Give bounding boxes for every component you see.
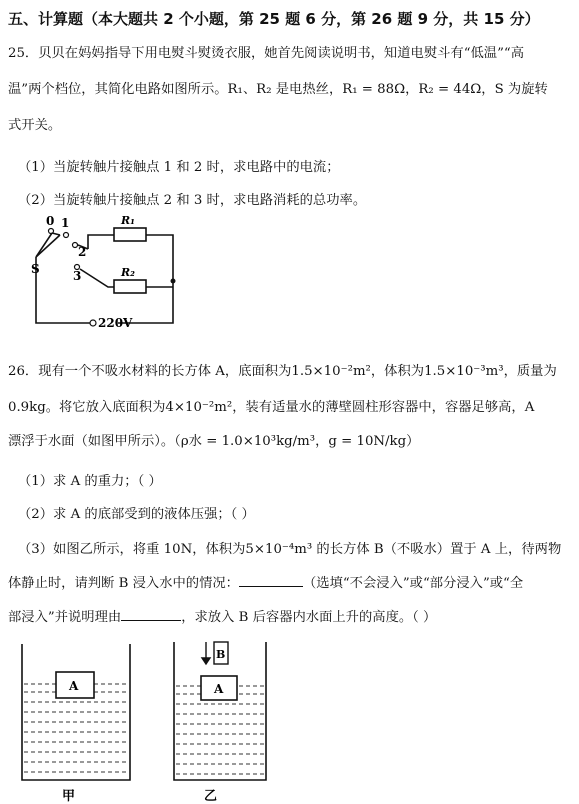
q25-text-line1: 25．贝贝在妈妈指导下用电熨斗熨烫衣服，她首先阅读说明书，知道电熨斗有“低温”“高 <box>8 46 524 61</box>
q26-subquestion-3-line1: （3）如图乙所示，将重 10N，体积为5×10⁻⁴m³ 的长方体 B（不吸水）置于 A 上，待两物 <box>18 542 562 557</box>
circuit-label-0: 0 <box>46 215 55 228</box>
q26-sub3-text-c: 部浸入”并说明理由 <box>8 610 122 625</box>
q25-subquestion-1: （1）当旋转触片接触点 1 和 2 时，求电路中的电流； <box>18 160 340 175</box>
q26-sub3-text-a: 体静止时，请判断 B 浸入水中的情况： <box>8 576 239 591</box>
answer-blank-2[interactable] <box>121 608 181 621</box>
circuit-label-r1: R₁ <box>121 215 135 227</box>
q26-sub3-text-b: （选填“不会浸入”或“部分浸入”或“全 <box>302 576 524 591</box>
figure-yi <box>166 636 276 802</box>
q25-text-line2: 温”两个档位，其简化电路如图所示。R₁、R₂ 是电热丝，R₁ = 88Ω，R₂ = 44Ω，S 为旋转 <box>8 82 548 97</box>
q25-subquestion-2: （2）当旋转触片接触点 2 和 3 时，求电路消耗的总功率。 <box>18 193 367 208</box>
circuit-diagram <box>18 215 188 335</box>
q26-text-line1: 26．现有一个不吸水材料的长方体 A，底面积为1.5×10⁻²m²，体积为1.5×10⁻³m³，质量为 <box>8 364 557 379</box>
q26-subquestion-2: （2）求 A 的底部受到的液体压强；（ ） <box>18 507 255 522</box>
circuit-label-3: 3 <box>73 269 82 283</box>
answer-blank-1[interactable] <box>239 574 303 587</box>
block-b-label: B <box>216 648 226 661</box>
down-arrow-icon <box>202 642 210 664</box>
figure-yi-caption: 乙 <box>204 789 218 802</box>
figure-jia-caption: 甲 <box>62 789 76 802</box>
block-a-yi-label: A <box>214 682 224 696</box>
q26-subquestion-3-line2 <box>8 572 523 591</box>
section-title: 五、计算题（本大题共 2 个小题，第 25 题 6 分，第 26 题 9 分，共 15 分） <box>8 10 540 28</box>
circuit-label-1: 1 <box>61 216 70 230</box>
circuit-label-voltage: 220V <box>98 316 133 330</box>
q26-subquestion-3-line3 <box>8 606 436 625</box>
circuit-label-r2: R₂ <box>121 266 135 279</box>
q25-text-line3: 式开关。 <box>8 118 62 133</box>
q26-subquestion-1: （1）求 A 的重力；（ ） <box>18 474 162 489</box>
block-a-jia-label: A <box>69 679 79 693</box>
circuit-label-2: 2 <box>78 245 87 259</box>
q26-text-line2: 0.9kg。将它放入底面积为4×10⁻²m²，装有适量水的薄壁圆柱形容器中，容器足够高，A <box>8 400 535 415</box>
figure-jia <box>14 640 144 802</box>
q26-text-line3: 漂浮于水面（如图甲所示）。（ρ水 = 1.0×10³kg/m³，g = 10N/kg） <box>8 434 420 449</box>
circuit-label-s: S <box>31 262 40 276</box>
q26-sub3-text-d: ，求放入 B 后容器内水面上升的高度。（ ） <box>181 610 437 625</box>
